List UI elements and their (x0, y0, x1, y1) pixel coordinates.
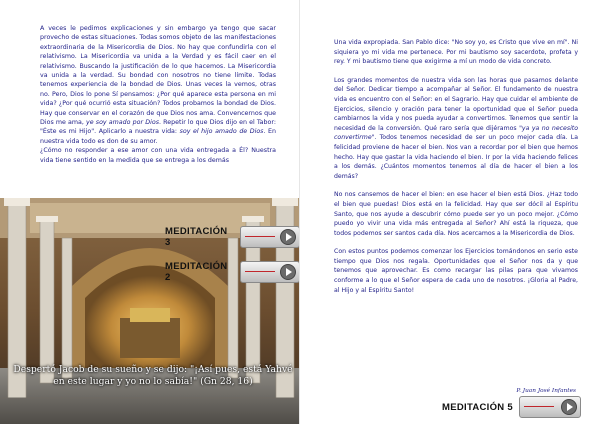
play-icon[interactable] (280, 229, 296, 245)
meditacion-3-player[interactable] (240, 226, 300, 248)
left-paragraph-2: ¿Cómo no responder a ese amor con una vida entregada a Él? Nuestra vida tiene sentido en la medida que se entrega a los demás (40, 147, 276, 164)
meditacion-3-button[interactable] (165, 227, 300, 247)
emphasis-hijo: soy el hijo amado de Dios (179, 128, 264, 136)
left-paragraph-1: A veces le pedimos explicaciones y sin embargo ya tengo que sacar provecho de estas situaciones. Todas somos objeto de las manifestaciones extraordinaria de la Misericordia de Dios. No hay que confundirla con el relativismo. La Misericordia va unida a la Verdad y es fácil caer en el relativismo. Buscando la justificación de lo que hacemos. La Misericordia va unida a la verdad. Su bondad con nosotros no tiene límite. Todas tenemos experiencia de la bondad de Dios. Unas veces la vemos, otras no. Pero, Dios lo pone Sí pensamos: ¿Por qué aparece esta persona en mi vida? ¿Por qué ocurrió esta situación? Todos probamos la bondad de Dios. Hay que conservar en el corazón de que Dios nos ama. Convencernos que Dios me ama, ye soy amado por Dios. Repetir lo que Dios dijo en el Tabor: "Éste es mi Hijo". Aplicarlo a nuestra vida: soy el hijo amado de Dios. En nuestra vida todo es don de su amor. (40, 25, 276, 145)
meditacion-2-player[interactable] (240, 261, 300, 283)
player-progress-line (245, 271, 275, 272)
left-text-block (40, 24, 276, 165)
emphasis-convertirme: "ya ya no necesito convertirme" (334, 124, 579, 142)
meditacion-5-player[interactable] (519, 396, 581, 418)
right-paragraph-4: Con estos puntos podemos comenzar los Ejercicios tomándonos en serio este tiempo que Dios nos regala. Oportunidades que el Señor nos da y que tenemos que aprovechar. Es como recargar las pilas para que vivamos conforme a lo que el Señor espera de cada uno de nosotros. ¡Gloria al Padre, al Hijo y al Espíritu Santo! (334, 248, 578, 294)
play-icon[interactable] (561, 399, 577, 415)
right-text-block (334, 38, 578, 304)
play-icon[interactable] (280, 264, 296, 280)
player-progress-line (245, 236, 275, 237)
emphasis-amado: ye soy amado por Dios (86, 119, 159, 127)
meditacion-3-label: MEDITACIÓN 3 (165, 226, 228, 248)
photo-caption: Despertó Jacob de su sueño y se dijo: "¡Así pues, está Yahvé en este lugar y yo no lo sabía!" (Gn 28, 16) (13, 364, 293, 387)
meditacion-2-button[interactable] (165, 262, 300, 282)
right-paragraph-3: No nos cansemos de hacer el bien: en ese hacer el bien está Dios. ¿Haz todo el bien que puedas! Dios está en la felicidad. Hay que ser dócil al Espíritu Santo, que nos ayude a descubrir cómo puede ser yo un poco mejor. ¿Cómo puedo yo vivir una vida más entregada al Señor? Ahí está la riqueza, que todos podemos ser santos cada día. Nos acercamos a la Misericordia de Dios. (334, 191, 578, 237)
meditacion-2-label: MEDITACIÓN 2 (165, 261, 228, 283)
right-paragraph-1: Una vida expropiada. San Pablo dice: "No soy yo, es Cristo que vive en mí". Ni siquiera yo mi vida me pertenece. Por mi bautismo soy sacerdote, profeta y rey. Y mi bautismo tiene que exigirme a mí un modo de vida concreto. (334, 39, 578, 66)
player-progress-line (524, 406, 554, 407)
right-page (300, 0, 600, 424)
right-paragraph-2: Los grandes momentos de nuestra vida son las horas que pasamos delante del Señor. Dedicar tiempo a acompañar al Señor. El fundamento de nuestra vida es encuentro con el Señor: en el Sagrario. Hay que cuidar el ambiente de Ejercicios, silencio y oración para tener la oportunidad que el Señor pueda cambiarnos la vida y nos pueda ayudar a convertirnos. Tenemos que sentir la necesidad de la conversión. Qué raro sería que dijéramos "ya ya no necesito convertirme". Todos tenemos necesidad de ser un poco mejor cada día. La felicidad proviene de hacer el bien. Nos van a recordar por el bien que hemos hecho. Hay que gastar la vida haciendo el bien. Ir por la vida haciendo felices a los demás. ¿Cuántos momentos tenemos al día de hacer el bien a los demás? (334, 76, 579, 180)
meditacion-5-label: MEDITACIÓN 5 (442, 401, 513, 413)
meditacion-5-button[interactable] (442, 397, 581, 417)
author-signature: P. Juan José Infantes (516, 388, 576, 394)
